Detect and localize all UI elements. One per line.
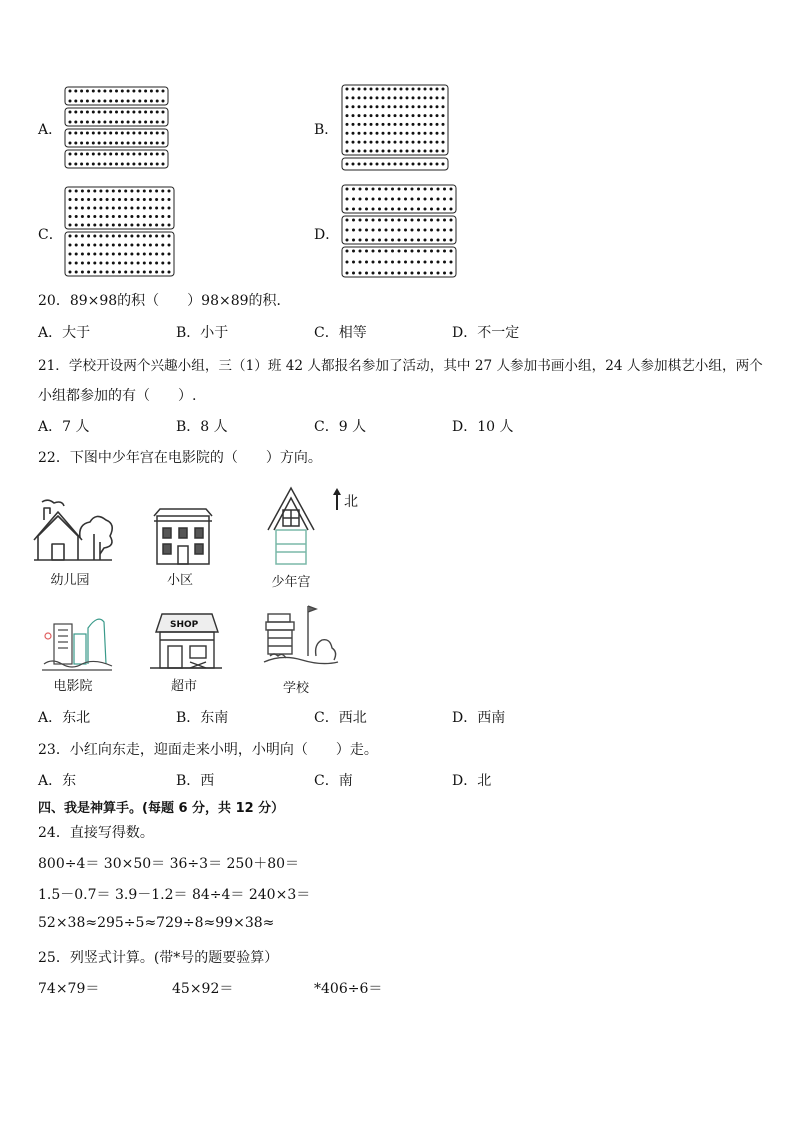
option-d-label: D．: [314, 227, 340, 243]
shop-sign: SHOP: [170, 620, 199, 630]
q22-stem: 22．下图中少年宫在电影院的（ ）方向。: [38, 450, 322, 466]
option-a-label: A．: [38, 122, 63, 138]
q21-option-a: A．7 人: [38, 419, 90, 435]
q23-option-c: C．南: [314, 773, 353, 789]
q22-option-a: A．东北: [38, 710, 91, 726]
q24-stem: 24．直接写得数。: [38, 825, 154, 841]
q24-line-1: 800÷4＝ 30×50＝ 36÷3＝ 250＋80＝: [38, 856, 300, 872]
north-arrow-icon: [332, 488, 344, 510]
q25-item-3: *406÷6＝: [314, 981, 383, 997]
place-label-supermarket: 超市: [170, 679, 197, 694]
cinema-icon: [42, 614, 114, 674]
dot-block: [342, 85, 448, 155]
supermarket-icon: [150, 610, 222, 672]
place-label-cinema: 电影院: [53, 679, 93, 694]
q21-stem-line1: 21．学校开设两个兴趣小组，三（1）班 42 人都报名参加了活动，其中 27 人参加书画小组，24 人参加棋艺小组，两个: [38, 358, 763, 374]
q22-option-d: D．西南: [452, 710, 506, 726]
dot-array-a: [64, 86, 170, 172]
q21-option-b: B．8 人: [176, 419, 228, 435]
kindergarten-icon: [34, 498, 114, 566]
q22-option-c: C．西北: [314, 710, 367, 726]
q20-option-a: A．大于: [38, 325, 91, 341]
q23-option-b: B．西: [176, 773, 215, 789]
q20-stem: 20．89×98的积（ ）98×89的积．: [38, 293, 291, 309]
q21-option-d: D．10 人: [452, 419, 514, 435]
q24-line-2: 1.5－0.7＝ 3.9－1.2＝ 84÷4＝ 240×3＝: [38, 887, 311, 903]
option-b-label: B．: [314, 122, 339, 138]
q23-stem: 23．小红向东走，迎面走来小明，小明向（ ）走。: [38, 742, 378, 758]
youth-palace-icon: [266, 486, 316, 568]
dot-array-c: [64, 186, 176, 280]
q21-option-c: C．9 人: [314, 419, 367, 435]
q23-option-a: A．东: [38, 773, 77, 789]
q21-stem-line2: 小组都参加的有（ ）.: [38, 388, 197, 404]
q25-item-2: 45×92＝: [172, 981, 234, 997]
option-c-label: C．: [38, 227, 63, 243]
school-icon: [262, 602, 340, 676]
north-label: 北: [344, 494, 358, 510]
place-label-school: 学校: [282, 681, 309, 696]
place-label-residential: 小区: [166, 573, 193, 588]
section-4-heading: 四、我是神算手。(每题 6 分，共 12 分）: [38, 801, 285, 816]
q25-stem: 25．列竖式计算。(带*号的题要验算）: [38, 950, 279, 966]
place-label-kindergarten: 幼儿园: [50, 573, 90, 588]
q20-option-d: D．不一定: [452, 325, 520, 341]
q24-line-3: 52×38≈295÷5≈729÷8≈99×38≈: [38, 915, 275, 931]
q20-option-b: B．小于: [176, 325, 229, 341]
residential-building-icon: [154, 508, 212, 566]
dot-array-d: [340, 184, 460, 280]
q25-item-1: 74×79＝: [38, 981, 100, 997]
dot-array-b: [340, 84, 452, 174]
q23-option-d: D．北: [452, 773, 492, 789]
q20-option-c: C．相等: [314, 325, 367, 341]
place-label-youth-palace: 少年宫: [271, 575, 311, 590]
q22-option-b: B．东南: [176, 710, 229, 726]
